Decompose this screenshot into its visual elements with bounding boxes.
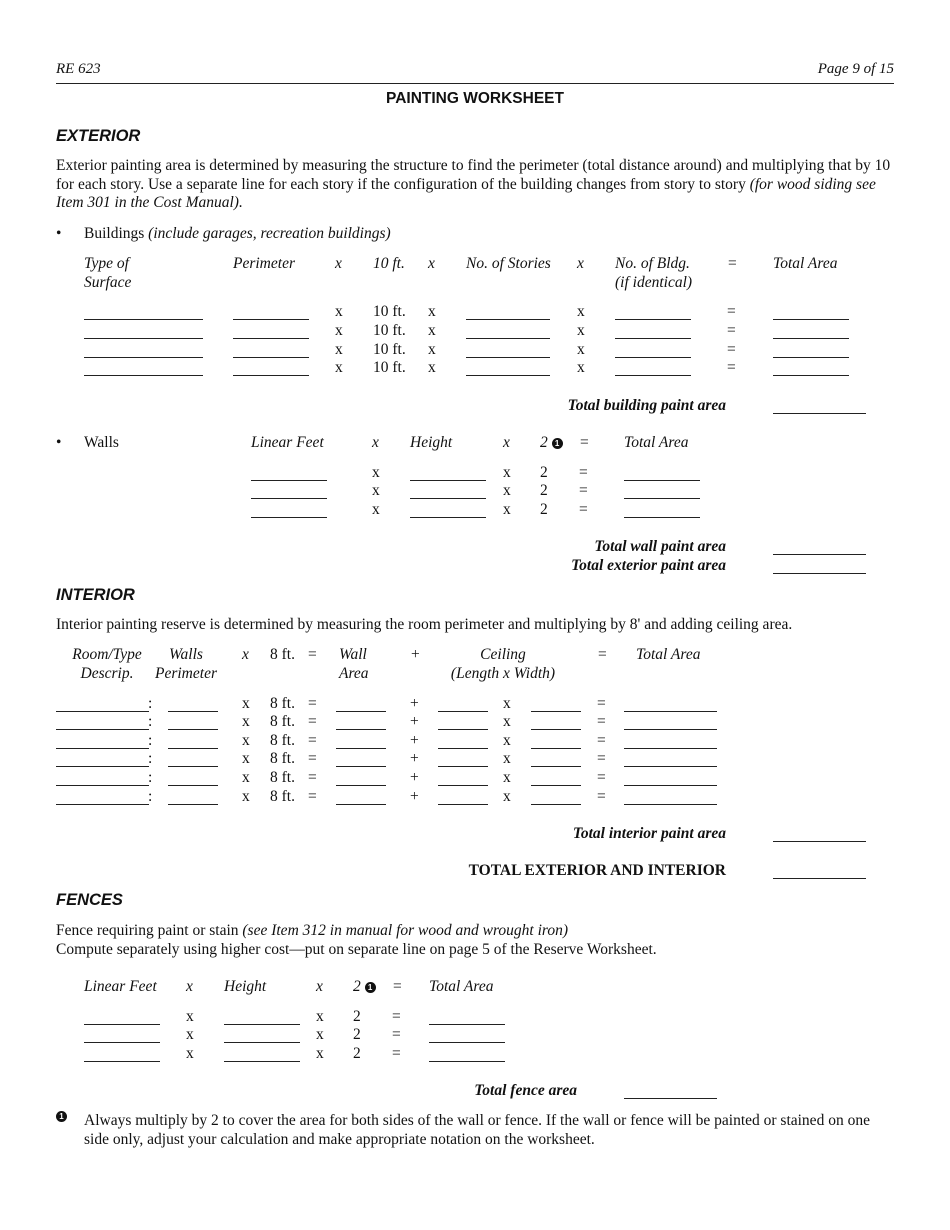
times-sign: x <box>242 713 250 730</box>
blank-field[interactable] <box>531 729 581 730</box>
plus-sign: + <box>410 695 419 712</box>
footnote-1-icon: 1 <box>365 982 376 993</box>
colon: : <box>148 788 153 805</box>
blank-field[interactable] <box>531 785 581 786</box>
int-col-8ft: 8 ft. <box>270 646 295 663</box>
total-interior-paint-area-label: Total interior paint area <box>572 825 726 842</box>
blank-field[interactable] <box>615 319 691 320</box>
blank-field[interactable] <box>615 357 691 358</box>
blank-field[interactable] <box>84 338 203 339</box>
equals-sign: = <box>308 695 317 712</box>
walls-col-times: x <box>503 434 510 451</box>
times-sign: x <box>577 341 585 358</box>
col-times: x <box>428 255 435 272</box>
blank-field[interactable] <box>624 804 717 805</box>
col-10ft: 10 ft. <box>373 255 405 272</box>
form-id: RE 623 <box>56 61 101 77</box>
fence-col-times: x <box>186 978 193 995</box>
blank-field[interactable] <box>84 1024 160 1025</box>
equals-sign: = <box>392 1026 401 1043</box>
blank-field[interactable] <box>56 748 149 749</box>
times-sign: x <box>428 322 436 339</box>
blank-field[interactable] <box>168 748 218 749</box>
int-col-equals: = <box>308 646 317 663</box>
int-col-length-width: (Length x Width) <box>450 665 556 682</box>
col-times: x <box>577 255 584 272</box>
footnote-marker <box>56 1107 67 1125</box>
grand-total-label: TOTAL EXTERIOR AND INTERIOR <box>468 862 726 879</box>
blank-field[interactable] <box>56 711 149 712</box>
exterior-heading: EXTERIOR <box>56 127 141 145</box>
blank-field[interactable] <box>251 480 327 481</box>
equals-sign: = <box>308 713 317 730</box>
blank-field[interactable] <box>624 480 700 481</box>
times-sign: x <box>577 322 585 339</box>
total-exterior-paint-area-field[interactable] <box>773 573 866 574</box>
total-fence-area-label: Total fence area <box>474 1082 577 1099</box>
col-no-bldg: No. of Bldg. <box>615 255 690 272</box>
times-sign: x <box>186 1045 194 1062</box>
blank-field[interactable] <box>233 375 309 376</box>
plus-sign: + <box>410 713 419 730</box>
col-type-of: Type of <box>84 255 129 272</box>
eight-ft-value: 8 ft. <box>270 750 295 767</box>
plus-sign: + <box>410 750 419 767</box>
col-surface: Surface <box>84 274 132 291</box>
equals-sign: = <box>727 303 736 320</box>
blank-field[interactable] <box>168 729 218 730</box>
equals-sign: = <box>308 769 317 786</box>
times-sign: x <box>503 695 511 712</box>
total-building-paint-area-field[interactable] <box>773 413 866 414</box>
blank-field[interactable] <box>624 785 717 786</box>
equals-sign: = <box>597 750 606 767</box>
ten-ft-value: 10 ft. <box>373 303 406 320</box>
times-sign: x <box>503 788 511 805</box>
times-sign: x <box>316 1026 324 1043</box>
blank-field[interactable] <box>56 804 149 805</box>
blank-field[interactable] <box>251 517 327 518</box>
times-sign: x <box>428 359 436 376</box>
equals-sign: = <box>392 1045 401 1062</box>
int-col-equals-2: = <box>597 646 608 663</box>
fence-col-linear-feet: Linear Feet <box>84 978 157 995</box>
blank-field[interactable] <box>336 711 386 712</box>
fence-col-equals: = <box>392 978 403 995</box>
blank-field[interactable] <box>251 498 327 499</box>
times-sign: x <box>503 501 511 518</box>
fence-col-total-area: Total Area <box>429 978 494 995</box>
plus-sign: + <box>410 769 419 786</box>
blank-field[interactable] <box>224 1024 300 1025</box>
times-sign: x <box>372 501 380 518</box>
blank-field[interactable] <box>624 517 700 518</box>
blank-field[interactable] <box>773 357 849 358</box>
times-sign: x <box>503 769 511 786</box>
equals-sign: = <box>579 464 588 481</box>
blank-field[interactable] <box>336 729 386 730</box>
blank-field[interactable] <box>429 1061 505 1062</box>
int-col-plus: + <box>410 646 421 663</box>
two-value: 2 <box>540 501 548 518</box>
equals-sign: = <box>308 750 317 767</box>
times-sign: x <box>186 1026 194 1043</box>
colon: : <box>148 732 153 749</box>
two-value: 2 <box>353 1008 361 1025</box>
times-sign: x <box>242 788 250 805</box>
equals-sign: = <box>579 501 588 518</box>
blank-field[interactable] <box>56 729 149 730</box>
blank-field[interactable] <box>84 1061 160 1062</box>
int-col-ceiling: Ceiling <box>480 646 526 663</box>
fence-col-2: 2 1 <box>353 978 376 996</box>
colon: : <box>148 695 153 712</box>
footnote-text: Always multiply by 2 to cover the area for both sides of the wall or fence. If the wall or fence will be painted or stained on one side only, adjust your calculation and make appropriate notation on the worksheet. <box>84 1112 870 1148</box>
ten-ft-value: 10 ft. <box>373 359 406 376</box>
blank-field[interactable] <box>624 748 717 749</box>
blank-field[interactable] <box>336 766 386 767</box>
equals-sign: = <box>579 482 588 499</box>
times-sign: x <box>242 769 250 786</box>
equals-sign: = <box>308 732 317 749</box>
blank-field[interactable] <box>410 498 486 499</box>
blank-field[interactable] <box>233 357 309 358</box>
fences-heading: FENCES <box>56 891 123 909</box>
blank-field[interactable] <box>438 729 488 730</box>
blank-field[interactable] <box>531 748 581 749</box>
blank-field[interactable] <box>531 804 581 805</box>
blank-field[interactable] <box>168 711 218 712</box>
blank-field[interactable] <box>624 711 717 712</box>
int-col-total-area: Total Area <box>636 646 701 663</box>
eight-ft-value: 8 ft. <box>270 788 295 805</box>
blank-field[interactable] <box>168 766 218 767</box>
int-col-perimeter: Perimeter <box>155 665 217 682</box>
times-sign: x <box>316 1008 324 1025</box>
walls-bullet: • <box>56 434 62 451</box>
header-rule <box>56 83 894 84</box>
blank-field[interactable] <box>168 785 218 786</box>
equals-sign: = <box>392 1008 401 1025</box>
total-building-paint-area-label: Total building paint area <box>567 397 726 414</box>
blank-field[interactable] <box>466 357 550 358</box>
walls-col-height: Height <box>410 434 453 451</box>
blank-field[interactable] <box>224 1061 300 1062</box>
blank-field[interactable] <box>466 319 550 320</box>
blank-field[interactable] <box>438 804 488 805</box>
page-number: Page 9 of 15 <box>817 61 894 77</box>
eight-ft-value: 8 ft. <box>270 713 295 730</box>
equals-sign: = <box>597 695 606 712</box>
col-if-identical: (if identical) <box>615 274 693 291</box>
times-sign: x <box>503 750 511 767</box>
equals-sign: = <box>308 788 317 805</box>
blank-field[interactable] <box>168 804 218 805</box>
blank-field[interactable] <box>336 748 386 749</box>
times-sign: x <box>503 464 511 481</box>
blank-field[interactable] <box>438 748 488 749</box>
int-col-area: Area <box>339 665 369 682</box>
times-sign: x <box>335 303 343 320</box>
page-title: PAINTING WORKSHEET <box>386 90 564 107</box>
blank-field[interactable] <box>531 711 581 712</box>
ten-ft-value: 10 ft. <box>373 341 406 358</box>
blank-field[interactable] <box>56 785 149 786</box>
equals-sign: = <box>727 359 736 376</box>
times-sign: x <box>242 750 250 767</box>
blank-field[interactable] <box>233 319 309 320</box>
times-sign: x <box>372 482 380 499</box>
blank-field[interactable] <box>773 319 849 320</box>
times-sign: x <box>335 322 343 339</box>
plus-sign: + <box>410 788 419 805</box>
total-interior-paint-area-field[interactable] <box>773 841 866 842</box>
equals-sign: = <box>727 341 736 358</box>
footnote-1-icon: 1 <box>552 438 563 449</box>
blank-field[interactable] <box>410 480 486 481</box>
walls-col-equals: = <box>579 434 590 451</box>
times-sign: x <box>428 303 436 320</box>
int-col-walls: Walls <box>169 646 203 663</box>
walls-col-total-area: Total Area <box>624 434 689 451</box>
total-fence-area-field[interactable] <box>624 1098 717 1099</box>
col-equals: = <box>727 255 738 272</box>
times-sign: x <box>335 341 343 358</box>
equals-sign: = <box>597 788 606 805</box>
interior-intro: Interior painting reserve is determined by measuring the room perimeter and multiplying by 8' and adding ceiling area. <box>56 616 793 633</box>
col-perimeter: Perimeter <box>233 255 295 272</box>
ten-ft-value: 10 ft. <box>373 322 406 339</box>
blank-field[interactable] <box>429 1042 505 1043</box>
eight-ft-value: 8 ft. <box>270 732 295 749</box>
colon: : <box>148 713 153 730</box>
footnote-1-icon: 1 <box>56 1111 67 1122</box>
blank-field[interactable] <box>466 338 550 339</box>
blank-field[interactable] <box>84 319 203 320</box>
blank-field[interactable] <box>410 517 486 518</box>
blank-field[interactable] <box>84 1042 160 1043</box>
times-sign: x <box>316 1045 324 1062</box>
blank-field[interactable] <box>624 766 717 767</box>
times-sign: x <box>428 341 436 358</box>
two-value: 2 <box>540 482 548 499</box>
int-col-descrip: Descrip. <box>80 665 134 682</box>
fence-col-times: x <box>316 978 323 995</box>
equals-sign: = <box>727 322 736 339</box>
times-sign: x <box>242 732 250 749</box>
colon: : <box>148 750 153 767</box>
equals-sign: = <box>597 769 606 786</box>
exterior-intro: Exterior painting area is determined by measuring the structure to find the perimeter (total distance around) and multiplying that by 10 for each story. Use a separate line for each story if the configuration of the building changes from story to story (for wood siding see Item 301 in the Cost Manual). <box>56 157 891 211</box>
total-wall-paint-area-field[interactable] <box>773 554 866 555</box>
blank-field[interactable] <box>615 338 691 339</box>
blank-field[interactable] <box>84 357 203 358</box>
walls-col-2: 2 1 <box>540 434 563 452</box>
blank-field[interactable] <box>224 1042 300 1043</box>
blank-field[interactable] <box>56 766 149 767</box>
times-sign: x <box>335 359 343 376</box>
eight-ft-value: 8 ft. <box>270 695 295 712</box>
interior-heading: INTERIOR <box>56 586 135 604</box>
blank-field[interactable] <box>438 711 488 712</box>
col-stories: No. of Stories <box>466 255 551 272</box>
two-value: 2 <box>353 1045 361 1062</box>
blank-field[interactable] <box>615 375 691 376</box>
walls-col-linear-feet: Linear Feet <box>251 434 324 451</box>
times-sign: x <box>577 359 585 376</box>
blank-field[interactable] <box>336 785 386 786</box>
blank-field[interactable] <box>531 766 581 767</box>
blank-field[interactable] <box>438 766 488 767</box>
blank-field[interactable] <box>624 729 717 730</box>
grand-total-field[interactable] <box>773 878 866 879</box>
two-value: 2 <box>353 1026 361 1043</box>
times-sign: x <box>503 713 511 730</box>
blank-field[interactable] <box>438 785 488 786</box>
times-sign: x <box>503 732 511 749</box>
fences-line-1: Fence requiring paint or stain (see Item 312 in manual for wood and wrought iron) <box>56 922 569 939</box>
col-total-area: Total Area <box>773 255 838 272</box>
buildings-label: Buildings (include garages, recreation buildings) <box>84 225 391 242</box>
times-sign: x <box>503 482 511 499</box>
equals-sign: = <box>597 732 606 749</box>
times-sign: x <box>186 1008 194 1025</box>
times-sign: x <box>372 464 380 481</box>
int-col-room-type: Room/Type <box>72 646 142 663</box>
total-wall-paint-area-label: Total wall paint area <box>594 538 726 555</box>
colon: : <box>148 769 153 786</box>
blank-field[interactable] <box>429 1024 505 1025</box>
total-exterior-paint-area-label: Total exterior paint area <box>571 557 726 574</box>
col-times: x <box>335 255 342 272</box>
int-col-wall: Wall <box>339 646 367 663</box>
blank-field[interactable] <box>336 804 386 805</box>
blank-field[interactable] <box>773 375 849 376</box>
blank-field[interactable] <box>233 338 309 339</box>
plus-sign: + <box>410 732 419 749</box>
equals-sign: = <box>597 713 606 730</box>
int-col-times: x <box>242 646 249 663</box>
walls-col-times: x <box>372 434 379 451</box>
times-sign: x <box>577 303 585 320</box>
walls-label: Walls <box>84 434 119 451</box>
eight-ft-value: 8 ft. <box>270 769 295 786</box>
buildings-bullet: • <box>56 225 62 242</box>
blank-field[interactable] <box>624 498 700 499</box>
fences-line-2: Compute separately using higher cost—put on separate line on page 5 of the Reserve Worksheet. <box>56 941 657 958</box>
blank-field[interactable] <box>84 375 203 376</box>
blank-field[interactable] <box>466 375 550 376</box>
times-sign: x <box>242 695 250 712</box>
two-value: 2 <box>540 464 548 481</box>
fence-col-height: Height <box>224 978 267 995</box>
blank-field[interactable] <box>773 338 849 339</box>
